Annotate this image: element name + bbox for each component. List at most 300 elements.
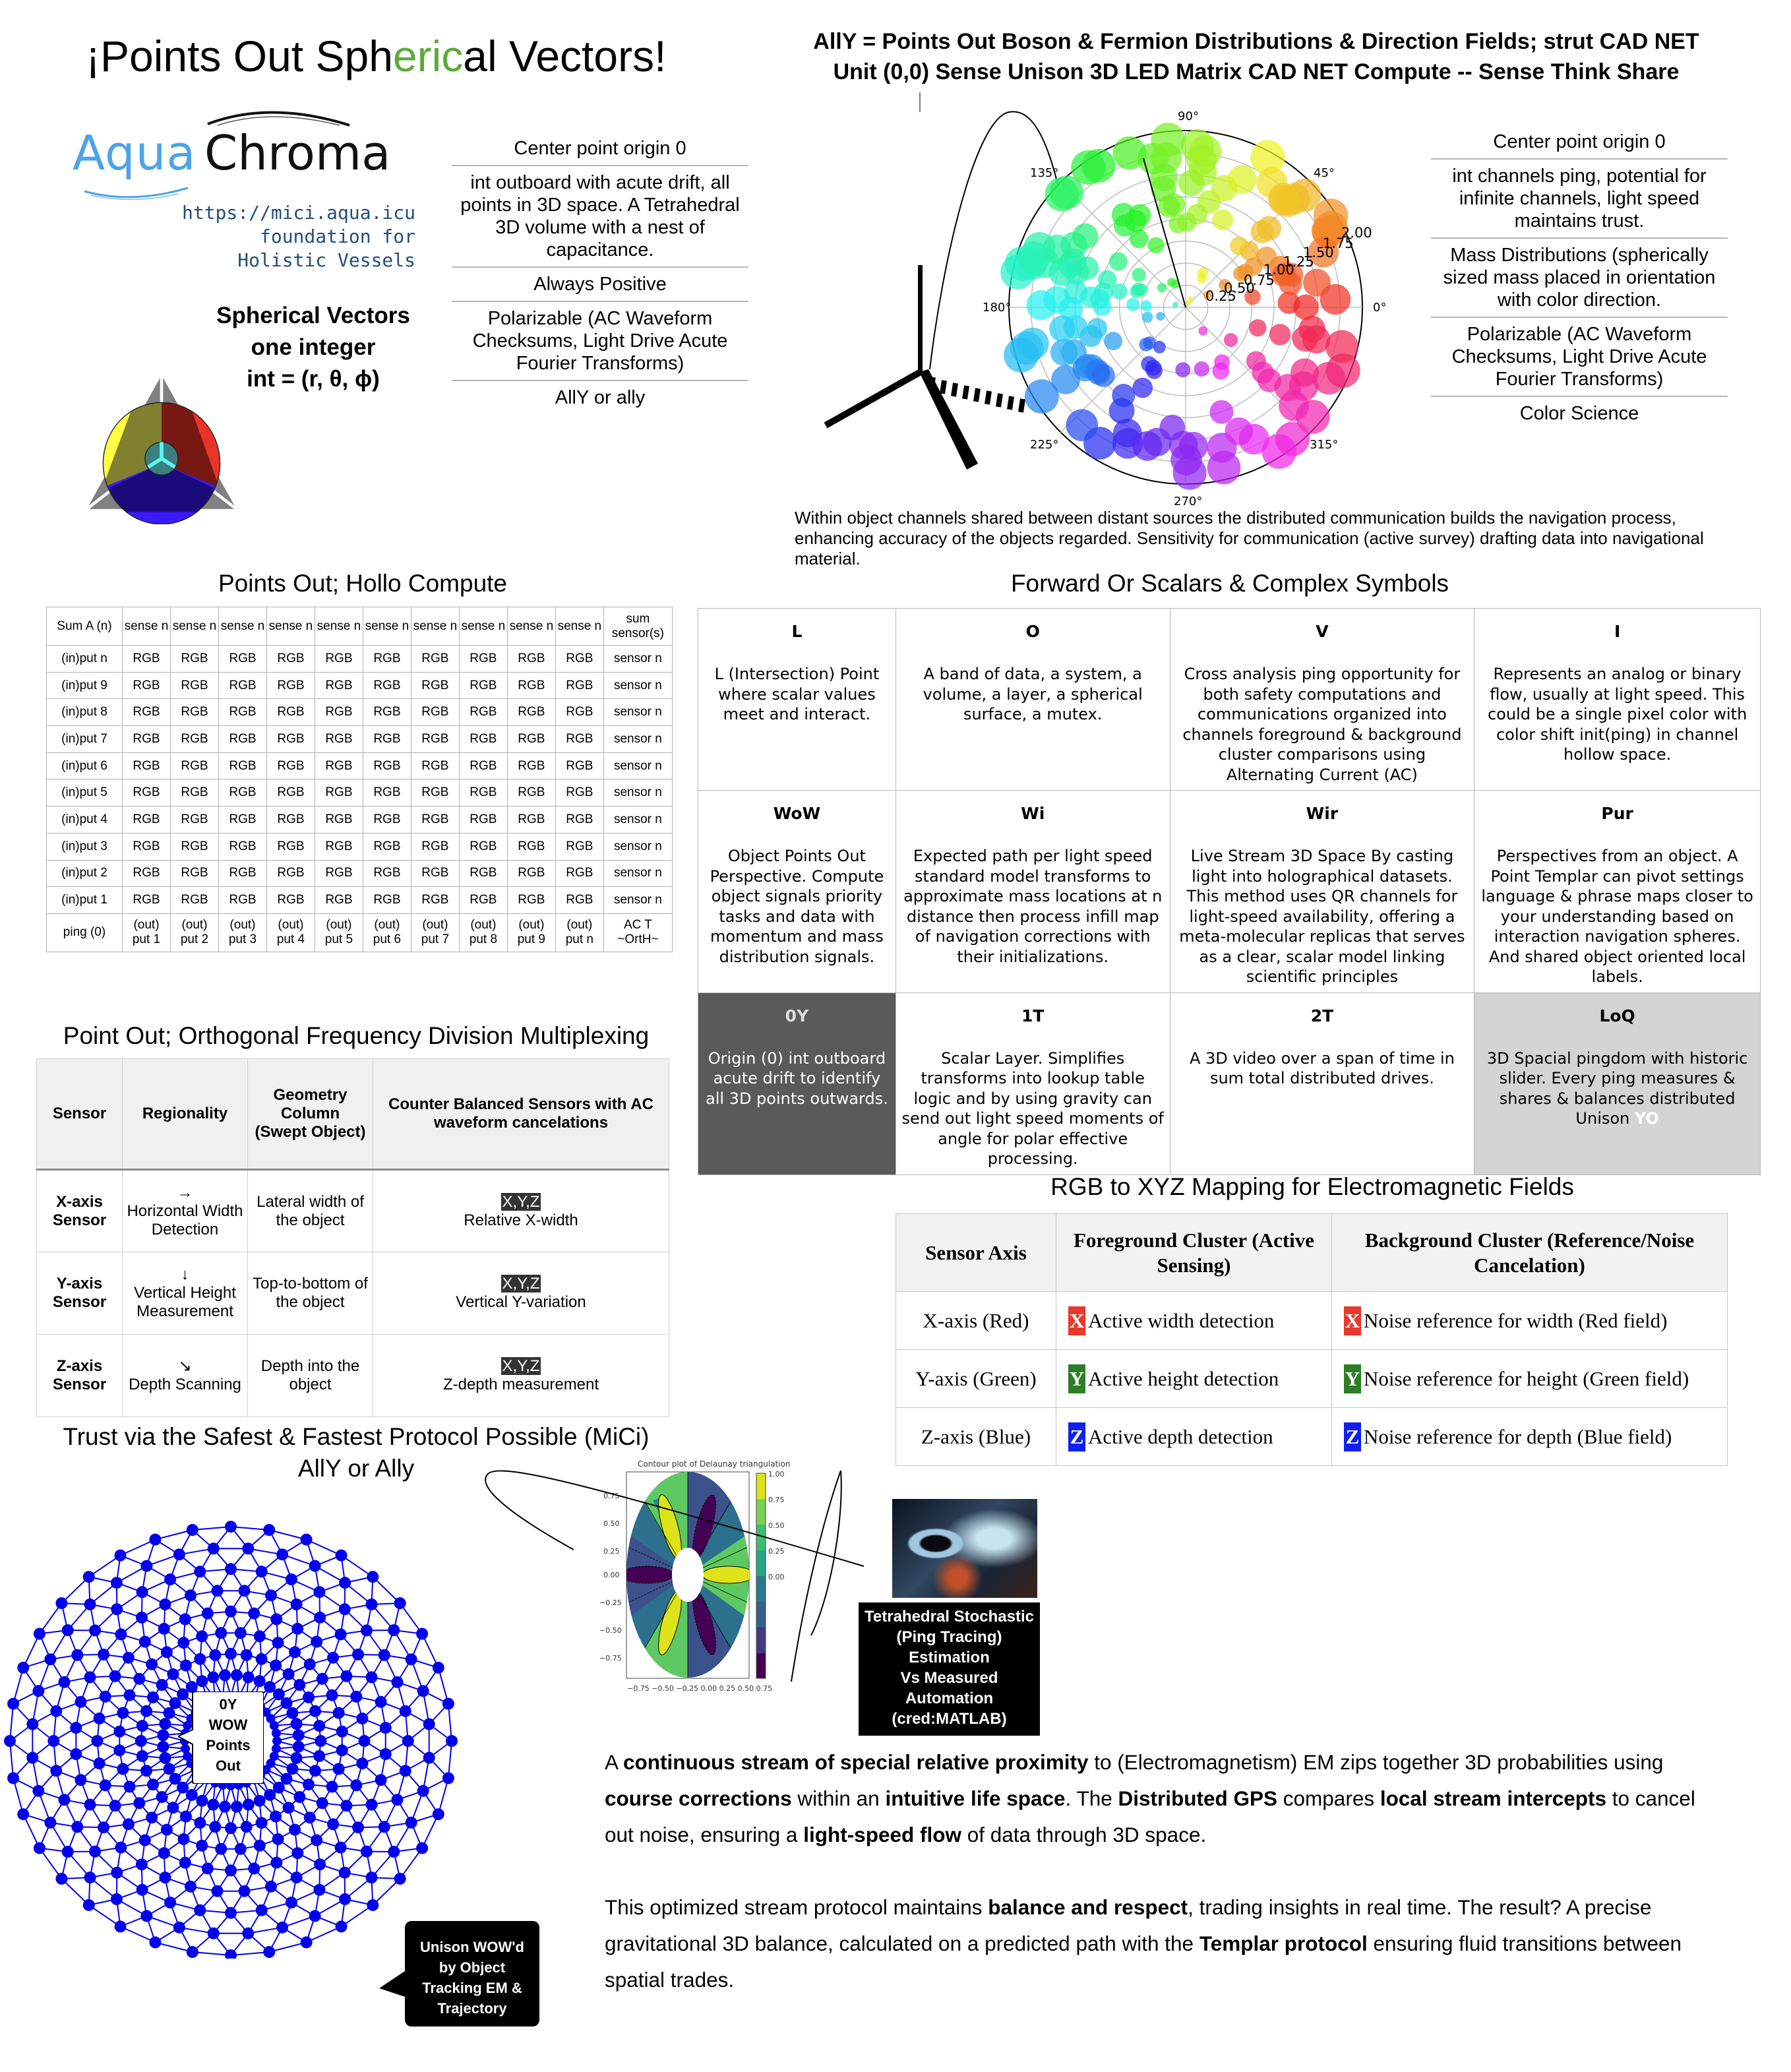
emphasis-text: light-speed flow (803, 1823, 961, 1846)
caption-line: Estimation (909, 1649, 990, 1666)
network-node (400, 1765, 411, 1777)
network-node (291, 1872, 303, 1883)
emphasis-text: intuitive life space (885, 1786, 1066, 1810)
svg-text:1.75: 1.75 (1323, 235, 1354, 251)
network-node (254, 1795, 266, 1807)
table-cell: RGB (170, 887, 218, 914)
table-cell: RGB (459, 699, 507, 726)
network-node (146, 1659, 158, 1670)
symbol-label: L (791, 622, 803, 641)
rgb-fg-text: Active depth detection (1088, 1424, 1273, 1448)
data-point (1087, 318, 1107, 338)
table-cell: RGB (315, 672, 363, 699)
network-node (89, 1624, 101, 1636)
title-suffix: al Vectors! (463, 32, 667, 80)
network-node (140, 1560, 152, 1572)
network-node (207, 1799, 219, 1811)
network-node (309, 1765, 321, 1777)
rgb-header-background: Background Cluster (Reference/Noise Cancelation) (1332, 1214, 1728, 1292)
rgb-bg-cell (1332, 1292, 1728, 1350)
ofdm-sensor: Z-axis Sensor (37, 1335, 123, 1417)
network-node (366, 1599, 378, 1610)
symbol-label: 1T (1021, 1006, 1045, 1025)
table-cell: sensor n (603, 887, 672, 914)
network-node (140, 1765, 152, 1777)
axis-chip-icon: X (1068, 1306, 1085, 1335)
symbol-text: Origin (0) int outboard acute drift to identify all 3D points outwards. (706, 1049, 888, 1108)
hollo-compute-title: Points Out; Hollo Compute (218, 570, 508, 597)
data-point (1212, 363, 1229, 380)
svg-text:270°: 270° (1174, 495, 1203, 508)
data-point (1157, 283, 1167, 292)
network-node (423, 1752, 435, 1764)
emphasis-text: Distributed GPS (1118, 1786, 1278, 1810)
table-cell: RGB (218, 646, 266, 673)
table-cell: RGB (555, 887, 603, 914)
table-cell: RGB (411, 779, 459, 807)
symbol-description (1176, 664, 1469, 785)
network-node (388, 1846, 400, 1858)
table-cell: RGB (123, 646, 171, 673)
symbol-description (704, 846, 890, 967)
symbol-description (1480, 846, 1755, 987)
table-row (47, 646, 673, 673)
network-node (133, 1673, 145, 1685)
network-node (115, 1920, 127, 1932)
table-cell: RGB (459, 833, 507, 860)
body-text: This optimized stream protocol maintains (605, 1895, 988, 1919)
ofdm-region-text: Vertical Height Measurement (134, 1284, 236, 1320)
network-node (366, 1872, 378, 1883)
network-node (272, 1728, 281, 1738)
data-point (1178, 170, 1205, 197)
symbol-text: Represents an analog or binary flow, usually at light speed. This could be a single pixel color with color shift init(ping) in channel hollow space. (1487, 665, 1747, 764)
network-node (55, 1597, 67, 1609)
table-cell: (in)put 4 (47, 807, 123, 834)
network-node (248, 1608, 260, 1620)
table-cell: RGB (507, 887, 555, 914)
network-node (32, 1785, 44, 1797)
table-cell: RGB (555, 860, 603, 887)
symbol-description (1176, 1049, 1469, 1089)
network-node (139, 1636, 151, 1648)
svg-text:−0.75 −0.50 −0.25 0.00 0.25: −0.75 −0.50 −0.25 0.00 0.25 0.50 0.75 (627, 1684, 773, 1693)
network-node (293, 1741, 305, 1753)
data-point (1076, 257, 1099, 280)
info-item: Center point origin 0 (452, 132, 748, 166)
network-node (164, 1763, 175, 1775)
paragraph-stream (605, 1744, 1726, 1853)
data-point (1125, 210, 1147, 232)
network-node (17, 1662, 29, 1674)
network-node (167, 1802, 179, 1813)
svg-text:1.50: 1.50 (1303, 245, 1334, 260)
network-node (89, 1846, 101, 1858)
network-node (136, 1612, 148, 1624)
network-node (333, 1763, 345, 1775)
header-line-1: AllY = Points Out Boson & Fermion Distributions & Direction Fields; strut CAD NET (813, 29, 1699, 54)
tetrahedral-stochastic-caption (859, 1602, 1040, 1736)
emphasis-text: course corrections (605, 1786, 792, 1810)
table-cell: (out) put n (555, 913, 603, 952)
data-point (1051, 365, 1080, 394)
network-node (83, 1571, 95, 1583)
table-cell: (in)put 5 (47, 779, 123, 807)
network-node (336, 1726, 348, 1738)
network-node (139, 1835, 151, 1846)
symbol-text: Cross analysis ping opportunity for both safety computations and communications organized into channels foreground & background cluster comparisons using Alternating Current (AC) (1182, 665, 1462, 784)
svg-text:0.00: 0.00 (603, 1571, 620, 1579)
network-node (7, 1698, 19, 1710)
svg-text:2.00: 2.00 (1341, 225, 1372, 241)
table-cell: sense n (555, 607, 603, 646)
svg-text:1.25: 1.25 (1283, 254, 1314, 270)
symbol-label: 0Y (785, 1006, 809, 1025)
table-cell: RGB (123, 833, 171, 860)
network-node (161, 1646, 173, 1658)
network-node (75, 1696, 86, 1708)
forward-scalars-grid (698, 608, 1761, 1175)
table-cell: RGB (363, 860, 411, 887)
network-node (147, 1779, 159, 1790)
network-node (47, 1735, 59, 1747)
network-node (115, 1628, 127, 1640)
table-cell: (in)put n (47, 646, 123, 673)
table-cell: RGB (123, 860, 171, 887)
network-node (352, 1821, 364, 1833)
network-node (327, 1818, 339, 1830)
data-point (1072, 224, 1098, 249)
network-node (94, 1713, 106, 1724)
network-node (177, 1833, 189, 1845)
ofdm-regionality (123, 1252, 248, 1335)
network-node (219, 1801, 231, 1813)
data-point (1146, 363, 1163, 379)
table-cell: RGB (123, 672, 171, 699)
network-node (161, 1824, 173, 1836)
network-node (109, 1670, 121, 1682)
network-node (270, 1811, 282, 1823)
network-node (313, 1884, 325, 1896)
table-cell: (in)put 7 (47, 726, 123, 753)
table-cell: (in)put 8 (47, 699, 123, 726)
data-point (1142, 312, 1153, 323)
symbol-text: Scalar Layer. Simplifies transforms into lookup table logic and by using gravity can send out light speed moments of angle for polar effective processing. (901, 1049, 1164, 1168)
network-node (235, 1843, 247, 1855)
network-node (366, 1799, 378, 1811)
network-node (149, 1936, 161, 1948)
symbol-label: 2T (1310, 1006, 1334, 1025)
svg-text:0.50: 0.50 (603, 1519, 620, 1528)
network-node (254, 1630, 266, 1642)
network-node (180, 1660, 192, 1672)
network-node (235, 1627, 247, 1639)
table-cell: RGB (555, 807, 603, 834)
network-node (241, 1821, 253, 1833)
network-node (402, 1735, 414, 1747)
symbol-cell (896, 791, 1170, 993)
network-node (286, 1897, 297, 1908)
table-cell: RGB (555, 752, 603, 779)
network-node (123, 1818, 135, 1830)
svg-text:−0.25: −0.25 (599, 1599, 622, 1607)
network-node (156, 1679, 168, 1691)
network-node (433, 1808, 444, 1820)
network-node (159, 1718, 171, 1730)
network-node (286, 1573, 297, 1585)
network-node (212, 1585, 224, 1597)
caption-line: (Ping Tracing) (896, 1628, 1002, 1646)
table-cell: (in)put 6 (47, 752, 123, 779)
network-node (239, 1885, 251, 1897)
network-node (135, 1735, 147, 1747)
table-cell: sense n (218, 607, 266, 646)
info-item: Always Positive (452, 268, 748, 302)
info-item: int channels ping, potential for infinite channels, light speed maintains trust. (1431, 160, 1728, 239)
symbol-text: A band of data, a system, a volume, a layer, a spherical surface, a mutex. (923, 665, 1143, 723)
network-node (164, 1573, 176, 1585)
network-node (59, 1676, 71, 1688)
table-cell: (out) put 3 (218, 913, 266, 952)
network-node (313, 1750, 325, 1762)
body-text: . The (1065, 1786, 1118, 1810)
network-node (196, 1795, 208, 1807)
table-cell: RGB (218, 779, 266, 807)
table-cell: RGB (555, 833, 603, 860)
network-node (194, 1653, 206, 1665)
data-point (1188, 296, 1194, 302)
body-text: of data through 3D space. (961, 1823, 1207, 1846)
table-cell: RGB (123, 699, 171, 726)
network-node (289, 1824, 301, 1836)
axis-chip-icon: Y (1068, 1364, 1085, 1393)
network-node (256, 1817, 268, 1829)
forward-scalars-title: Forward Or Scalars & Complex Symbols (1010, 570, 1449, 597)
table-cell: sense n (411, 607, 459, 646)
table-cell: RGB (459, 672, 507, 699)
network-node (231, 1669, 243, 1681)
table-cell: sensor n (603, 672, 672, 699)
table-cell: RGB (266, 807, 315, 834)
svg-text:0.75: 0.75 (1244, 272, 1275, 288)
network-node (202, 1862, 214, 1874)
network-node (196, 1840, 208, 1852)
rgb-xyz-table (896, 1213, 1728, 1466)
table-cell: RGB (459, 779, 507, 807)
sv-line-1: Spherical Vectors (216, 303, 410, 328)
network-node (339, 1867, 351, 1879)
network-node (50, 1765, 62, 1777)
network-node (242, 1928, 254, 1939)
network-node (256, 1653, 268, 1665)
table-cell: RGB (363, 887, 411, 914)
network-node (34, 1843, 46, 1854)
table-cell: RGB (170, 672, 218, 699)
network-node (225, 1864, 237, 1876)
data-point (1249, 319, 1266, 336)
sv-line-3: int = (r, θ, ϕ) (247, 366, 380, 392)
rgb-axis: Y-axis (Green) (896, 1350, 1056, 1408)
symbol-label: V (1316, 622, 1329, 641)
symbol-label: O (1025, 622, 1040, 641)
rgb-fg-cell (1056, 1292, 1332, 1350)
table-cell: sensor n (603, 779, 672, 807)
network-node (304, 1659, 316, 1670)
svg-text:0.75: 0.75 (768, 1496, 785, 1504)
data-point (1026, 290, 1056, 320)
network-node (111, 1867, 123, 1879)
network-node (317, 1673, 328, 1685)
network-node (416, 1843, 428, 1854)
network-node (339, 1603, 351, 1615)
network-node (156, 1791, 168, 1803)
network-node (239, 1585, 251, 1597)
svg-text:45°: 45° (1314, 166, 1335, 180)
data-point (1159, 415, 1185, 441)
network-node (137, 1884, 148, 1896)
table-cell: RGB (363, 779, 411, 807)
data-point (1194, 361, 1209, 377)
site-url-link[interactable]: https://mici.aqua.icu (181, 202, 415, 224)
network-node (309, 1705, 321, 1717)
network-node (137, 1720, 148, 1732)
data-point (1210, 400, 1234, 424)
ofdm-region-text: Horizontal Width Detection (127, 1202, 243, 1238)
data-point (1139, 338, 1153, 351)
table-cell: RGB (363, 833, 411, 860)
table-cell: RGB (507, 699, 555, 726)
info-item: Color Science (1519, 403, 1639, 424)
network-node (17, 1808, 29, 1820)
table-row (47, 913, 673, 952)
network-node (317, 1797, 328, 1809)
axis-chip-icon: X (1344, 1306, 1361, 1335)
rgb-axis: Z-axis (Blue) (896, 1408, 1056, 1466)
table-cell: RGB (411, 807, 459, 834)
symbol-description (704, 1049, 890, 1109)
axis-chip-icon: Y (1344, 1364, 1361, 1393)
table-cell: RGB (266, 699, 315, 726)
network-node (272, 1833, 284, 1845)
network-node (208, 1928, 220, 1939)
center-label-callout (178, 1691, 264, 1784)
data-point (1167, 278, 1176, 287)
network-node (180, 1811, 192, 1823)
rgb-fg-cell (1056, 1350, 1332, 1408)
network-node (406, 1653, 417, 1665)
table-cell: RGB (363, 726, 411, 753)
table-cell: RGB (266, 779, 315, 807)
table-cell: (in)put 2 (47, 860, 123, 887)
ofdm-table (36, 1058, 669, 1417)
table-cell: RGB (218, 699, 266, 726)
data-point (1104, 332, 1122, 350)
network-node (289, 1646, 301, 1658)
polar-scatter-chart (791, 92, 1424, 521)
svg-text:0.75: 0.75 (603, 1492, 620, 1500)
network-node (136, 1858, 148, 1870)
body-text: to cancel out noise, ensuring a (605, 1786, 1695, 1846)
table-cell: RGB (507, 752, 555, 779)
network-node (179, 1613, 191, 1625)
network-node (336, 1744, 348, 1756)
table-cell: RGB (266, 726, 315, 753)
table-row (47, 833, 673, 860)
network-node (215, 1843, 227, 1855)
symbol-text: Expected path per light speed standard model transforms to approximate mass locations at n distance then process infill map of navigation corrections with their initializations. (903, 847, 1163, 966)
network-node (264, 1789, 276, 1801)
table-cell: RGB (170, 752, 218, 779)
network-node (111, 1893, 123, 1905)
rgb-header-axis: Sensor Axis (896, 1214, 1056, 1292)
network-node (287, 1707, 299, 1719)
table-cell: RGB (266, 646, 315, 673)
network-node (301, 1534, 313, 1546)
network-node (293, 1679, 305, 1691)
network-node (281, 1697, 293, 1709)
ofdm-geometry: Top-to-bottom of the object (248, 1252, 373, 1335)
network-node (287, 1763, 299, 1775)
table-row (47, 860, 673, 887)
network-node (352, 1649, 364, 1661)
logo-url-block (106, 201, 415, 272)
table-cell: RGB (218, 726, 266, 753)
data-point (1198, 326, 1207, 336)
emphasis-text: Templar protocol (1199, 1932, 1368, 1955)
symbol-cell (1170, 609, 1474, 791)
network-node (209, 1821, 221, 1833)
center-label-line: 0Y (219, 1696, 237, 1713)
rgb-bg-text: Noise reference for width (Red field) (1364, 1308, 1668, 1332)
ofdm-header-regionality: Regionality (123, 1059, 248, 1170)
network-node (315, 1735, 326, 1747)
data-point (1177, 212, 1196, 231)
symbol-description (1176, 846, 1469, 987)
symbol-text: A 3D video over a span of time in sum total distributed drives. (1189, 1049, 1455, 1087)
table-cell: RGB (507, 860, 555, 887)
svg-text:1.00: 1.00 (1263, 262, 1294, 278)
symbol-label: I (1614, 622, 1621, 641)
network-node (149, 1534, 161, 1546)
caption-line: Automation (905, 1690, 994, 1707)
data-point (1172, 302, 1178, 308)
table-cell: RGB (266, 860, 315, 887)
data-point (1150, 164, 1178, 191)
network-node (339, 1893, 351, 1905)
ofdm-title: Point Out; Orthogonal Frequency Division Multiplexing (63, 1022, 650, 1049)
table-cell: RGB (218, 752, 266, 779)
network-node (94, 1757, 106, 1769)
network-node (380, 1722, 392, 1734)
data-point (1228, 165, 1257, 194)
callout-line: Tracking EM & (422, 1980, 522, 1996)
network-node (147, 1691, 159, 1703)
table-cell: RGB (170, 726, 218, 753)
network-node (270, 1660, 282, 1672)
network-node (367, 1571, 379, 1583)
svg-text:0.25: 0.25 (768, 1547, 785, 1556)
network-node (367, 1899, 379, 1911)
network-node (314, 1612, 326, 1624)
ofdm-row (37, 1335, 669, 1417)
data-point (1151, 123, 1185, 157)
network-node (55, 1873, 67, 1885)
network-node (75, 1774, 86, 1786)
ofdm-geometry: Depth into the object (248, 1335, 373, 1417)
network-node (207, 1671, 219, 1683)
info-item: Polarizable (AC Waveform Checksums, Light Drive Acute Fourier Transforms) (452, 302, 748, 381)
table-cell: RGB (507, 807, 555, 834)
